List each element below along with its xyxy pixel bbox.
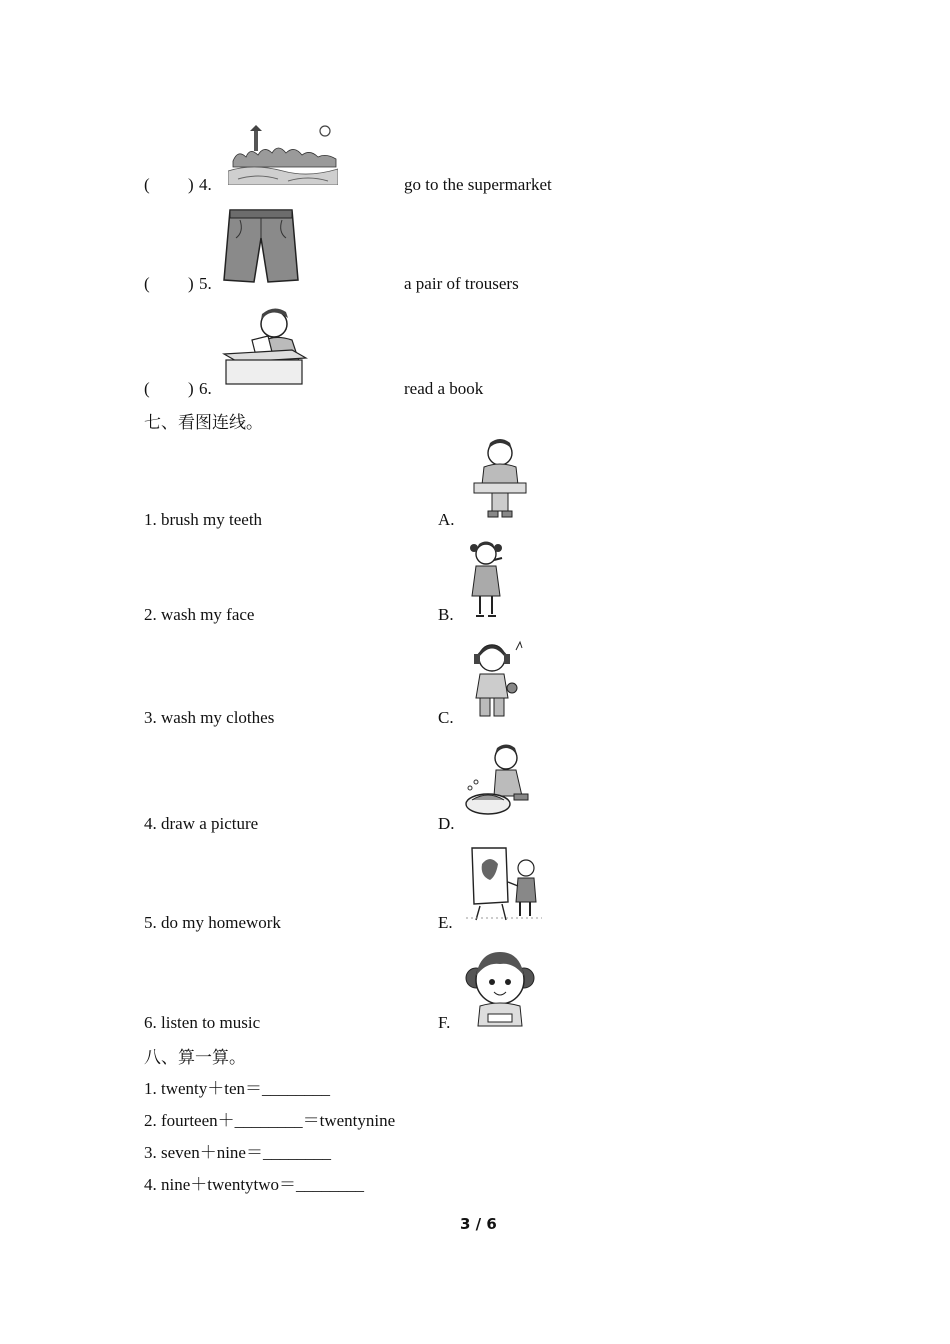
match-phrase: 6. listen to music: [144, 1013, 261, 1032]
item-number: 5.: [199, 274, 212, 293]
answer-paren-open: (: [144, 175, 150, 194]
match-option-label: B.: [438, 605, 454, 624]
match-option-label: C.: [438, 708, 454, 727]
answer-paren-close: ): [188, 379, 194, 398]
page-number: 3 / 6: [460, 1215, 497, 1233]
item-phrase: read a book: [404, 379, 484, 398]
section-heading: 七、看图连线。: [144, 413, 263, 432]
math-question: 1. twenty＋ten＝________: [144, 1079, 331, 1098]
match-phrase: 3. wash my clothes: [144, 708, 275, 727]
match-option-label: A.: [438, 510, 455, 529]
girl-brushing-teeth-picture: [466, 540, 508, 620]
math-question: 4. nine＋twentytwo＝________: [144, 1175, 365, 1194]
boy-reading-picture: [222, 306, 308, 386]
answer-paren-open: (: [144, 274, 150, 293]
match-phrase: 2. wash my face: [144, 605, 255, 624]
math-question: 2. fourteen＋________＝twentynine: [144, 1111, 396, 1130]
math-question: 3. seven＋nine＝________: [144, 1143, 331, 1162]
boy-with-headphones-picture: [468, 638, 524, 722]
item-number: 6.: [199, 379, 212, 398]
match-phrase: 1. brush my teeth: [144, 510, 263, 529]
match-option-label: E.: [438, 913, 453, 932]
shorts-picture: [222, 208, 300, 288]
child-painting-picture: [466, 846, 542, 922]
answer-paren-open: (: [144, 379, 150, 398]
answer-paren-close: ): [188, 274, 194, 293]
girl-face-picture: [464, 946, 536, 1028]
park-landscape-picture: [228, 123, 338, 185]
item-phrase: go to the supermarket: [404, 175, 552, 194]
item-phrase: a pair of trousers: [404, 274, 519, 293]
boy-doing-homework-picture: [470, 437, 530, 519]
match-phrase: 4. draw a picture: [144, 814, 259, 833]
answer-paren-close: ): [188, 175, 194, 194]
boy-washing-clothes-picture: [464, 742, 532, 824]
item-number: 4.: [199, 175, 212, 194]
match-phrase: 5. do my homework: [144, 913, 281, 932]
match-option-label: D.: [438, 814, 455, 833]
match-option-label: F.: [438, 1013, 451, 1032]
section-heading: 八、算一算。: [144, 1048, 246, 1067]
